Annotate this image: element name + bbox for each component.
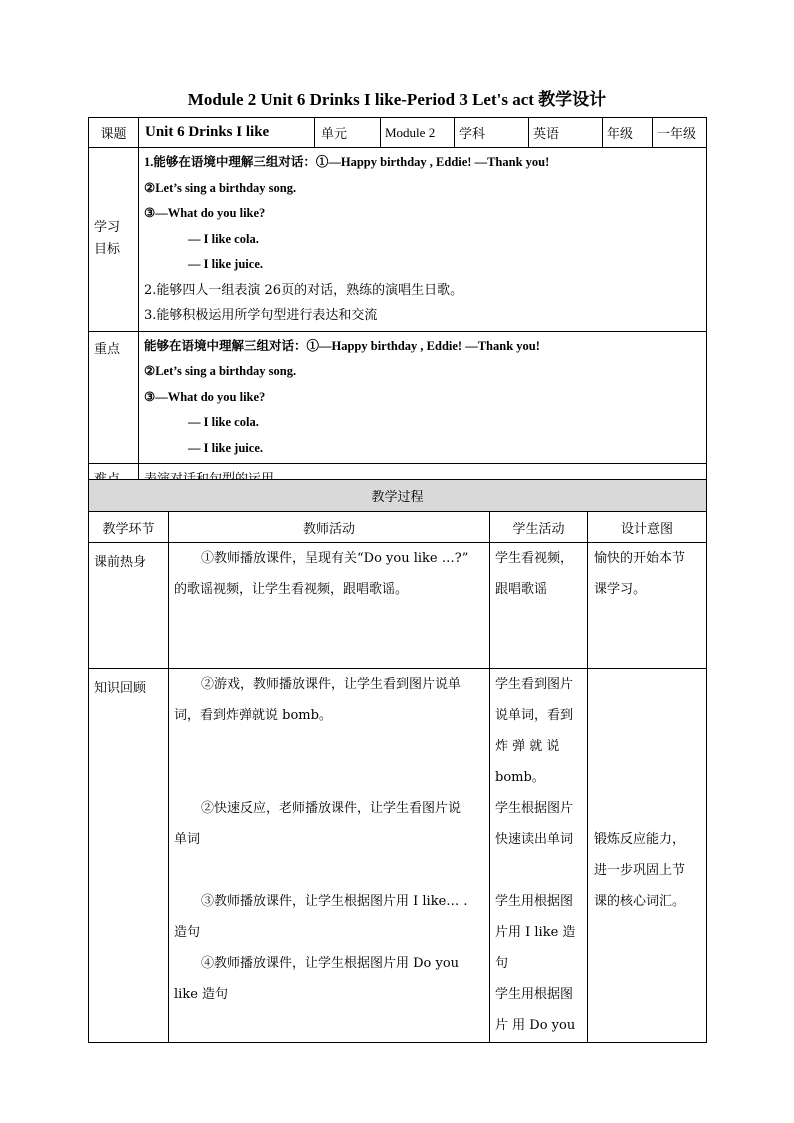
keypoint-line: ②Let’s sing a birthday song. xyxy=(144,364,297,378)
teacher-line: 的歌谣视频，让学生看视频，跟唱歌谣。 xyxy=(174,582,409,597)
subject-label: 学科 xyxy=(455,118,529,148)
student-line: 炸 弹 就 说 xyxy=(495,739,560,754)
student-cell xyxy=(490,543,588,669)
objective-line: 2.能够四人一组表演 26页的对话，熟练的演唱生日歌。 xyxy=(144,282,464,298)
subject-value: 英语 xyxy=(529,118,603,148)
teacher-line: like 造句 xyxy=(174,987,229,1002)
intent-line: 进一步巩固上节 xyxy=(594,863,686,878)
intent-line: 课的核心词汇。 xyxy=(594,894,686,909)
objective-line: 3.能够积极运用所学句型进行表达和交流 xyxy=(144,308,378,323)
process-table xyxy=(88,479,707,1043)
intent-line: 愉快的开始本节 xyxy=(594,551,686,566)
unit-value: Module 2 xyxy=(381,118,455,148)
table-row xyxy=(89,669,707,1043)
student-line: 说单词，看到 xyxy=(495,708,574,723)
keypoint-line: ③—What do you like? xyxy=(144,389,266,404)
teacher-line: ②游戏，教师播放课件，让学生看到图片说单 xyxy=(201,677,462,692)
teacher-line: ②快速反应，老师播放课件，让学生看图片说 xyxy=(201,801,462,816)
objective-line: — I like juice. xyxy=(188,257,263,271)
teacher-line: 造句 xyxy=(174,925,201,940)
stage-cell: 知识回顾 xyxy=(89,669,169,1043)
objective-line: ②Let’s sing a birthday song. xyxy=(144,180,297,195)
student-cell xyxy=(490,669,588,1043)
objectives-content xyxy=(139,148,707,332)
student-line: 学生看到图片 xyxy=(495,677,574,692)
objective-line: — I like cola. xyxy=(188,231,259,246)
intent-cell xyxy=(588,669,707,1043)
table-row xyxy=(89,543,707,669)
grade-label: 年级 xyxy=(603,118,653,148)
objectives-label-line: 学习 xyxy=(94,220,121,236)
teacher-line: ①教师播放课件，呈现有关“Do you like …?” xyxy=(201,551,469,566)
teacher-line: ③教师播放课件，让学生根据图片用 I like… . xyxy=(201,894,468,909)
student-line xyxy=(495,855,582,886)
student-line: 学生用根据图 xyxy=(495,987,574,1002)
keypoints-label: 重点 xyxy=(89,331,139,464)
topic-value: Unit 6 Drinks I like xyxy=(139,118,315,148)
student-line: 学生用根据图 xyxy=(495,894,574,909)
header-intent: 设计意图 xyxy=(588,512,707,543)
student-line: 快速读出单词 xyxy=(495,832,574,847)
header-student: 学生活动 xyxy=(490,512,588,543)
grade-value: 一年级 xyxy=(653,118,707,148)
keypoint-line: — I like cola. xyxy=(188,415,259,429)
header-stage: 教学环节 xyxy=(89,512,169,543)
teacher-cell xyxy=(169,669,490,1043)
info-table xyxy=(88,117,707,491)
objective-line: ③—What do you like? xyxy=(144,206,266,220)
student-line: 跟唱歌谣 xyxy=(495,582,548,597)
intent-line: 课学习。 xyxy=(594,582,647,597)
intent-line: 锻炼反应能力， xyxy=(594,832,686,847)
header-teacher: 教师活动 xyxy=(169,512,490,543)
student-line: bomb。 xyxy=(495,770,545,785)
student-line: 学生看视频， xyxy=(495,551,574,566)
teacher-line: 单词 xyxy=(174,832,201,847)
keypoint-line: 能够在语境中理解三组对话：①—Happy birthday , Eddie! —Thank you! xyxy=(144,338,540,353)
student-line: 学生根据图片 xyxy=(495,801,574,816)
objectives-label xyxy=(89,148,139,332)
document-title: Module 2 Unit 6 Drinks I like-Period 3 Let's act 教学设计 xyxy=(187,90,607,109)
teacher-line: 词，看到炸弹就说 bomb。 xyxy=(174,708,332,723)
stage-cell: 课前热身 xyxy=(89,543,169,669)
student-line: 片 用 Do you xyxy=(495,1018,576,1033)
intent-cell xyxy=(588,543,707,669)
topic-label: 课题 xyxy=(89,118,139,148)
process-section-title: 教学过程 xyxy=(89,480,707,512)
teacher-cell xyxy=(169,543,490,669)
objective-line: 1.能够在语境中理解三组对话：①—Happy birthday , Eddie! —Thank you! xyxy=(144,155,550,169)
keypoints-content xyxy=(139,331,707,464)
student-line: 片用 I like 造 xyxy=(495,925,576,940)
student-line: 句 xyxy=(495,956,509,971)
unit-label: 单元 xyxy=(315,118,381,148)
objectives-label-line: 目标 xyxy=(94,242,121,258)
keypoint-line: — I like juice. xyxy=(188,440,263,455)
teacher-line: ④教师播放课件，让学生根据图片用 Do you xyxy=(201,956,460,971)
